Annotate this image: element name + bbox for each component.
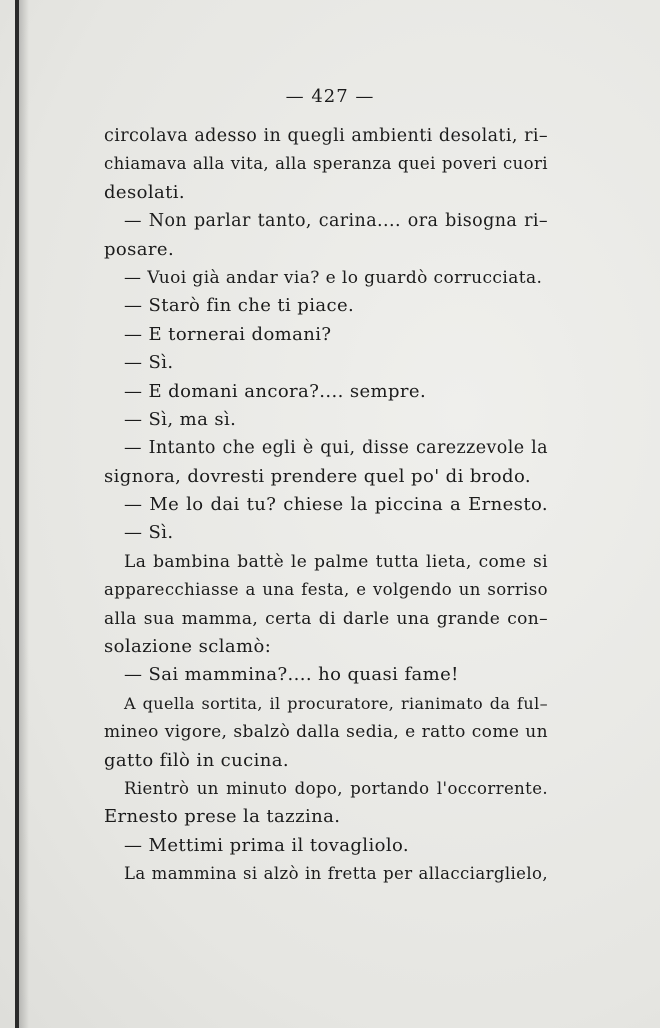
text-line: — Me lo dai tu? chiese la piccina a Ernesto. [124,494,548,516]
text-line: — Mettimi prima il tovagliolo. [124,834,410,856]
text-line: — Starò fin che ti piace. [124,295,355,317]
text-line: Ernesto prese la tazzina. [104,806,341,828]
text-line: Rientrò un minuto dopo, portando l'occorrente. [124,778,548,798]
text-line: apparecchiasse a una festa, e volgendo un sorriso [104,580,548,600]
text-line: solazione sclamò: [104,636,272,658]
text-line: alla sua mamma, certa di darle una grande con– [104,608,548,629]
text-line: desolati. [104,181,186,203]
body-text [104,122,548,889]
text-line: — Vuoi già andar via? e lo guardò corrucciata. [124,267,543,288]
page-number: — 427 — [285,86,375,107]
text-line: — E tornerai domani? [124,323,332,345]
text-line: gatto filò in cucina. [104,749,290,771]
text-line: chiamava alla vita, alla speranza quei poveri cuori [104,154,548,174]
text-line: La bambina battè le palme tutta lieta, come si [124,551,548,572]
text-line: — Sai mammina?.... ho quasi fame! [124,664,459,686]
text-line: — E domani ancora?.... sempre. [124,380,427,402]
text-line: — Sì, ma sì. [124,408,237,430]
text-line: circolava adesso in quegli ambienti desolati, ri– [104,126,548,146]
text-line: signora, dovresti prendere quel po' di brodo. [104,465,531,487]
text-line: — Non parlar tanto, carina.... ora bisogna ri– [124,211,548,232]
text-line: — Intanto che egli è qui, disse carezzevole la [124,438,548,459]
text-line: — Sì. [124,352,174,374]
text-line: — Sì. [124,522,174,544]
text-line: mineo vigore, sbalzò dalla sedia, e ratto come un [104,722,548,743]
text-line: posare. [104,238,175,260]
text-line: La mammina si alzò in fretta per allacciarglielo, [124,864,548,884]
text-line: A quella sortita, il procuratore, rianimato da ful– [124,693,548,713]
binding-shadow [19,0,29,1028]
